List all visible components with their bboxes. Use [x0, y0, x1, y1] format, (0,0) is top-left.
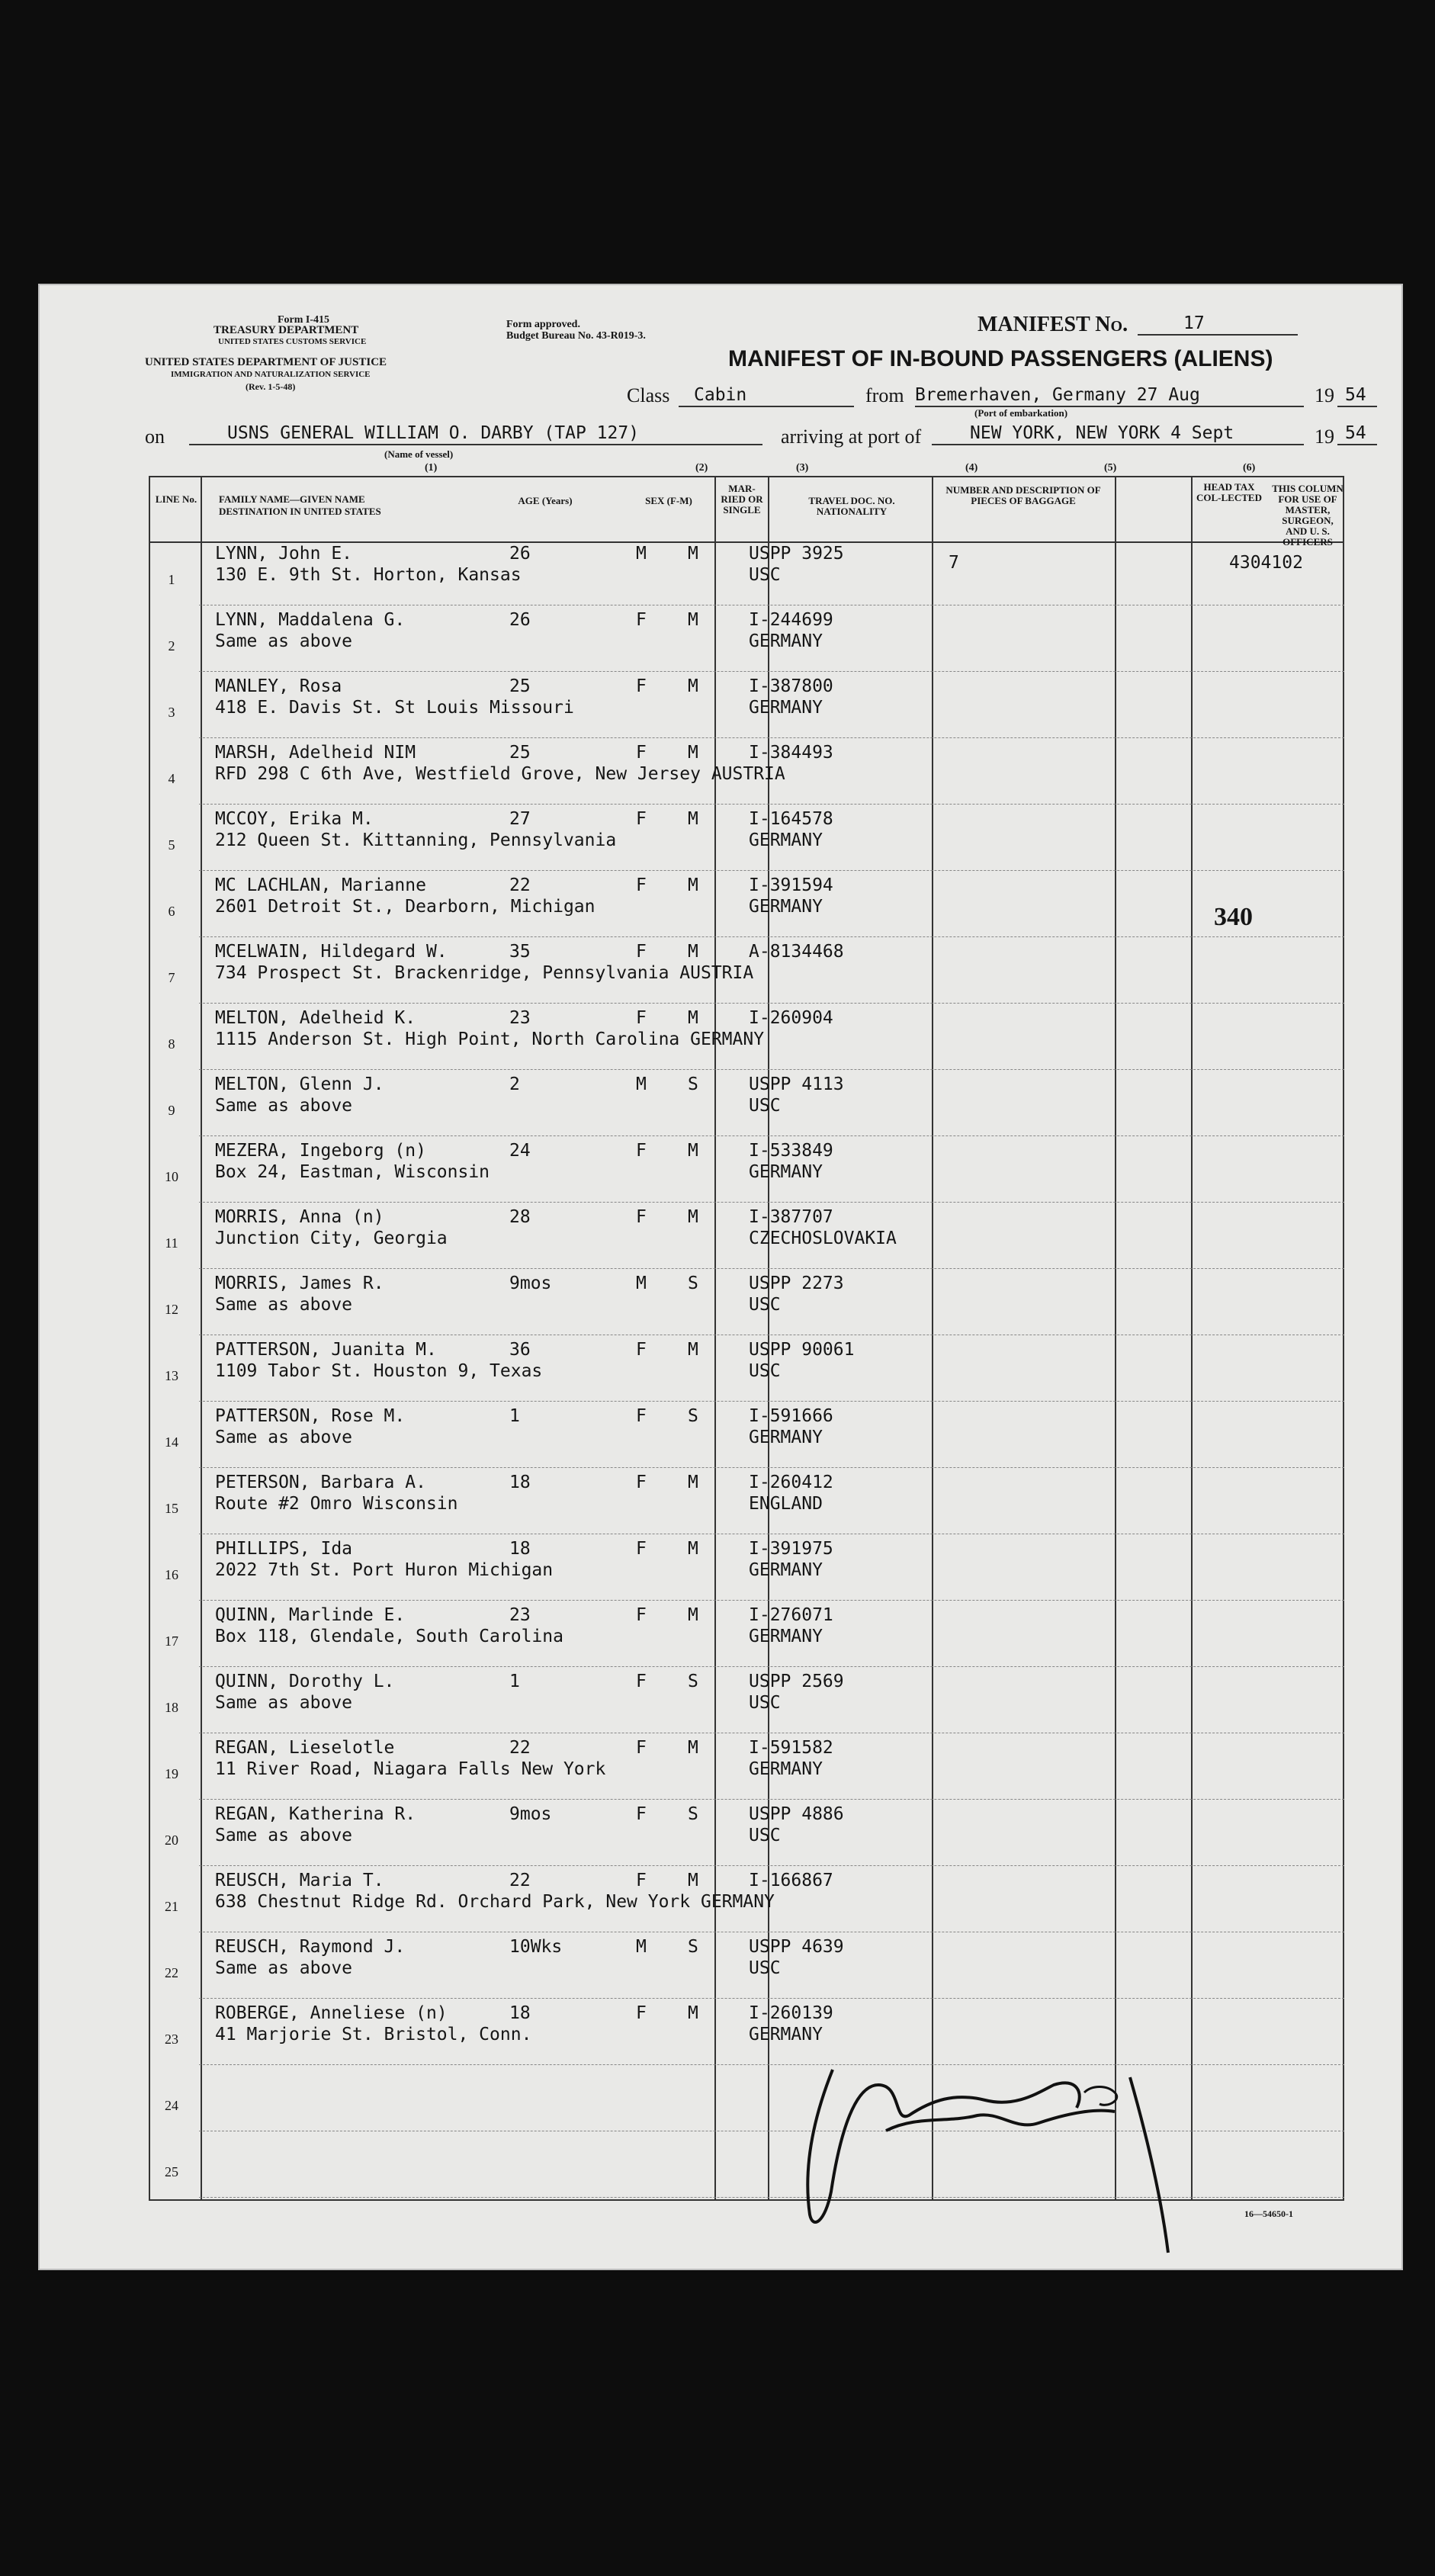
age: 26	[509, 544, 531, 564]
marital-status: M	[688, 1008, 698, 1028]
table-row-divider	[199, 671, 1344, 672]
marital-status: M	[688, 809, 698, 829]
nationality: GERMANY	[749, 2025, 823, 2044]
line-number: 15	[165, 1501, 178, 1516]
destination: 2022 7th St. Port Huron Michigan	[215, 1560, 554, 1580]
age: 25	[509, 676, 531, 696]
column-number: (2)	[695, 462, 708, 474]
passenger-name: MORRIS, Anna (n)	[215, 1207, 384, 1227]
port-year: 54	[1337, 422, 1377, 445]
travel-document: USPP 4113	[749, 1074, 844, 1094]
passenger-name: ROBERGE, Anneliese (n)	[215, 2003, 448, 2023]
header-family-name: FAMILY NAME—GIVEN NAME	[219, 493, 365, 505]
destination: Same as above	[215, 1693, 353, 1713]
age: 9mos	[509, 1274, 552, 1293]
table-row-divider	[199, 936, 1344, 937]
nationality: GERMANY	[749, 897, 823, 917]
marital-status: S	[688, 1672, 698, 1691]
sex: F	[636, 942, 647, 962]
table-row-divider	[199, 1600, 1344, 1601]
nationality: GERMANY	[749, 631, 823, 651]
nationality: USC	[749, 1361, 781, 1381]
marital-status: M	[688, 743, 698, 763]
port-year-prefix: 19	[1315, 426, 1334, 448]
passenger-name: REGAN, Katherina R.	[215, 1804, 416, 1824]
passenger-name: LYNN, Maddalena G.	[215, 610, 406, 630]
passenger-name: PATTERSON, Juanita M.	[215, 1340, 437, 1360]
header-line-no: LINE No.	[155, 493, 197, 505]
sex: F	[636, 1008, 647, 1028]
travel-document: I-260139	[749, 2003, 833, 2023]
marital-status: S	[688, 1074, 698, 1094]
passenger-name: MANLEY, Rosa	[215, 676, 342, 696]
table-row-divider	[199, 1003, 1344, 1004]
line-number: 1	[168, 572, 175, 587]
table-row-divider	[199, 1467, 1344, 1468]
column-number: (3)	[796, 462, 809, 474]
line-number: 14	[165, 1434, 178, 1450]
age: 24	[509, 1141, 531, 1161]
sex: F	[636, 1141, 647, 1161]
nationality: GERMANY	[749, 830, 823, 850]
line-number: 9	[168, 1103, 175, 1118]
line-number: 4	[168, 771, 175, 786]
sex: F	[636, 1804, 647, 1824]
passenger-name: MEZERA, Ingeborg (n)	[215, 1141, 426, 1161]
nationality: ENGLAND	[749, 1494, 823, 1514]
marital-status: M	[688, 1473, 698, 1492]
vessel-name: USNS GENERAL WILLIAM O. DARBY (TAP 127)	[189, 422, 762, 445]
table-row-divider	[199, 1202, 1344, 1203]
travel-document: I-260412	[749, 1473, 833, 1492]
marital-status: S	[688, 1406, 698, 1426]
passenger-name: MARSH, Adelheid NIM	[215, 743, 416, 763]
travel-document: USPP 3925	[749, 544, 844, 564]
sex: F	[636, 1207, 647, 1227]
passenger-name: REUSCH, Maria T.	[215, 1871, 384, 1890]
officer-note: 4304102	[1229, 553, 1303, 573]
table-row-divider	[199, 1865, 1344, 1866]
nationality: GERMANY	[749, 698, 823, 718]
age: 18	[509, 1539, 531, 1559]
travel-document: I-533849	[749, 1141, 833, 1161]
age: 22	[509, 875, 531, 895]
age: 9mos	[509, 1804, 552, 1824]
travel-document: I-591666	[749, 1406, 833, 1426]
sex: M	[636, 1274, 647, 1293]
sex: F	[636, 2003, 647, 2023]
destination: Box 118, Glendale, South Carolina	[215, 1627, 563, 1646]
marital-status: M	[688, 1871, 698, 1890]
marital-status: M	[688, 610, 698, 630]
destination: 212 Queen St. Kittanning, Pennsylvania	[215, 830, 617, 850]
line-number: 17	[165, 1633, 178, 1649]
table-row-divider	[199, 1998, 1344, 1999]
class-value: Cabin	[679, 384, 854, 407]
travel-document: I-591582	[749, 1738, 833, 1758]
marital-status: M	[688, 544, 698, 564]
table-row-divider	[199, 1799, 1344, 1800]
marital-status: M	[688, 942, 698, 962]
marital-status: M	[688, 1738, 698, 1758]
line-number: 2	[168, 638, 175, 654]
destination: Junction City, Georgia	[215, 1229, 448, 1248]
line-number: 18	[165, 1700, 178, 1715]
budget-bureau: Budget Bureau No. 43-R019-3.	[506, 330, 646, 342]
header-sex: SEX (F-M)	[645, 495, 692, 506]
nationality: USC	[749, 1826, 781, 1845]
line-number: 23	[165, 2032, 178, 2047]
destination: 1115 Anderson St. High Point, North Carolina GERMANY	[215, 1029, 765, 1049]
age: 23	[509, 1008, 531, 1028]
age: 18	[509, 2003, 531, 2023]
line-number: 21	[165, 1899, 178, 1914]
department-of-justice: UNITED STATES DEPARTMENT OF JUSTICE	[145, 356, 387, 368]
line-number: 22	[165, 1965, 178, 1980]
travel-document: I-276071	[749, 1605, 833, 1625]
marital-status: M	[688, 1141, 698, 1161]
sex: F	[636, 1672, 647, 1691]
marital-status: M	[688, 1605, 698, 1625]
column-number: (4)	[965, 462, 978, 474]
age: 18	[509, 1473, 531, 1492]
marital-status: M	[688, 676, 698, 696]
nationality: USC	[749, 1693, 781, 1713]
header-destination: DESTINATION IN UNITED STATES	[219, 506, 381, 517]
sex: F	[636, 1340, 647, 1360]
sex: F	[636, 1871, 647, 1890]
manifest-title: MANIFEST OF IN-BOUND PASSENGERS (ALIENS)	[728, 346, 1273, 371]
passenger-name: MC LACHLAN, Marianne	[215, 875, 426, 895]
embarkation-note: (Port of embarkation)	[974, 407, 1068, 419]
nationality: GERMANY	[749, 1428, 823, 1447]
line-number: 10	[165, 1169, 178, 1184]
destination: Box 24, Eastman, Wisconsin	[215, 1162, 490, 1182]
table-row-divider	[199, 737, 1344, 738]
travel-document: I-391594	[749, 875, 833, 895]
destination: Same as above	[215, 1958, 353, 1978]
line-number: 5	[168, 837, 175, 853]
table-row-divider	[199, 870, 1344, 871]
revision: (Rev. 1-5-48)	[246, 381, 296, 392]
passenger-name: QUINN, Dorothy L.	[215, 1672, 395, 1691]
table-row-divider	[199, 1069, 1344, 1070]
travel-document: I-164578	[749, 809, 833, 829]
marital-status: S	[688, 1274, 698, 1293]
travel-document: I-387800	[749, 676, 833, 696]
marital-status: M	[688, 1539, 698, 1559]
manifest-number: 17	[1138, 313, 1298, 336]
passenger-name: PHILLIPS, Ida	[215, 1539, 353, 1559]
sex: M	[636, 1937, 647, 1957]
officer-stamp-number: 340	[1214, 903, 1253, 931]
table-row-divider	[199, 1135, 1344, 1136]
class-label: Class	[627, 384, 670, 406]
destination: Same as above	[215, 1826, 353, 1845]
sex: F	[636, 610, 647, 630]
line-number: 13	[165, 1368, 178, 1383]
nationality: USC	[749, 1958, 781, 1978]
marital-status: M	[688, 1207, 698, 1227]
destination: 130 E. 9th St. Horton, Kansas	[215, 565, 522, 585]
line-number: 6	[168, 904, 175, 919]
age: 23	[509, 1605, 531, 1625]
travel-document: I-384493	[749, 743, 833, 763]
destination: Route #2 Omro Wisconsin	[215, 1494, 458, 1514]
header-baggage: NUMBER AND DESCRIPTION OF PIECES OF BAGGAGE	[945, 484, 1101, 506]
sex: F	[636, 676, 647, 696]
destination: 734 Prospect St. Brackenridge, Pennsylvania AUSTRIA	[215, 963, 754, 983]
destination: 2601 Detroit St., Dearborn, Michigan	[215, 897, 596, 917]
travel-document: I-260904	[749, 1008, 833, 1028]
passenger-name: MCCOY, Erika M.	[215, 809, 374, 829]
vessel-note: (Name of vessel)	[384, 448, 454, 460]
port-of-arrival: NEW YORK, NEW YORK 4 Sept	[932, 422, 1304, 445]
marital-status: M	[688, 2003, 698, 2023]
age: 28	[509, 1207, 531, 1227]
travel-document: USPP 2273	[749, 1274, 844, 1293]
age: 35	[509, 942, 531, 962]
sex: F	[636, 1738, 647, 1758]
sex: F	[636, 743, 647, 763]
travel-document: I-387707	[749, 1207, 833, 1227]
destination: 11 River Road, Niagara Falls New York	[215, 1759, 606, 1779]
travel-document: USPP 4886	[749, 1804, 844, 1824]
arriving-label: arriving at port of	[781, 426, 922, 448]
nationality: CZECHOSLOVAKIA	[749, 1229, 897, 1248]
line-number: 19	[165, 1766, 178, 1781]
table-row-divider	[199, 804, 1344, 805]
destination: Same as above	[215, 1428, 353, 1447]
passenger-name: PETERSON, Barbara A.	[215, 1473, 426, 1492]
customs-service: UNITED STATES CUSTOMS SERVICE	[218, 337, 367, 346]
port-of-embarkation: Bremerhaven, Germany 27 Aug	[915, 384, 1304, 407]
passenger-name: PATTERSON, Rose M.	[215, 1406, 406, 1426]
inspector-signature	[787, 2039, 1214, 2268]
passenger-name: MELTON, Glenn J.	[215, 1074, 384, 1094]
destination: 418 E. Davis St. St Louis Missouri	[215, 698, 574, 718]
age: 36	[509, 1340, 531, 1360]
column-number: (1)	[425, 462, 438, 474]
age: 22	[509, 1871, 531, 1890]
passenger-name: LYNN, John E.	[215, 544, 353, 564]
header-travel-doc: TRAVEL DOC. NO. NATIONALITY	[808, 495, 895, 517]
destination: 41 Marjorie St. Bristol, Conn.	[215, 2025, 532, 2044]
manifest-page	[38, 284, 1403, 2270]
destination: Same as above	[215, 631, 353, 651]
age: 10Wks	[509, 1937, 563, 1957]
sex: F	[636, 809, 647, 829]
column-number: (6)	[1243, 462, 1256, 474]
sex: F	[636, 1605, 647, 1625]
line-number: 25	[165, 2164, 178, 2179]
nationality: USC	[749, 565, 781, 585]
line-number: 3	[168, 705, 175, 720]
nationality: GERMANY	[749, 1627, 823, 1646]
passenger-name: QUINN, Marlinde E.	[215, 1605, 406, 1625]
column-number: (5)	[1104, 462, 1117, 474]
marital-status: S	[688, 1804, 698, 1824]
line-number: 16	[165, 1567, 178, 1582]
manifest-number-label: MANIFEST No.	[978, 313, 1128, 336]
passenger-name: MELTON, Adelheid K.	[215, 1008, 416, 1028]
line-number: 7	[168, 970, 175, 985]
travel-document: I-166867	[749, 1871, 833, 1890]
sex: F	[636, 1406, 647, 1426]
sex: M	[636, 1074, 647, 1094]
header-age: AGE (Years)	[518, 495, 573, 506]
travel-document: A-8134468	[749, 942, 844, 962]
line-number: 20	[165, 1832, 178, 1848]
travel-document: I-244699	[749, 610, 833, 630]
treasury-department: TREASURY DEPARTMENT	[213, 324, 359, 336]
header-head-tax: HEAD TAX COL-LECTED	[1196, 481, 1262, 503]
line-number: 12	[165, 1302, 178, 1317]
line-number: 8	[168, 1036, 175, 1052]
nationality: USC	[749, 1295, 781, 1315]
age: 1	[509, 1406, 520, 1426]
sex: F	[636, 1539, 647, 1559]
sex: F	[636, 1473, 647, 1492]
nationality: GERMANY	[749, 1162, 823, 1182]
age: 22	[509, 1738, 531, 1758]
line-number: 11	[165, 1235, 178, 1251]
line-number: 24	[165, 2098, 178, 2113]
sex: F	[636, 875, 647, 895]
marital-status: M	[688, 875, 698, 895]
age: 26	[509, 610, 531, 630]
passenger-name: REUSCH, Raymond J.	[215, 1937, 406, 1957]
nationality: USC	[749, 1096, 781, 1116]
destination: Same as above	[215, 1096, 353, 1116]
from-label: from	[865, 384, 904, 406]
age: 1	[509, 1672, 520, 1691]
destination: 1109 Tabor St. Houston 9, Texas	[215, 1361, 543, 1381]
nationality: GERMANY	[749, 1759, 823, 1779]
passenger-name: MORRIS, James R.	[215, 1274, 384, 1293]
baggage-count: 7	[949, 553, 959, 573]
print-code: 16—54650-1	[1244, 2208, 1293, 2219]
on-label: on	[145, 426, 165, 448]
from-year: 54	[1337, 384, 1377, 407]
immigration-service: IMMIGRATION AND NATURALIZATION SERVICE	[171, 370, 371, 379]
travel-document: USPP 2569	[749, 1672, 844, 1691]
destination: Same as above	[215, 1295, 353, 1315]
passenger-name: REGAN, Lieselotle	[215, 1738, 395, 1758]
age: 2	[509, 1074, 520, 1094]
header-officers: THIS COLUMN FOR USE OF MASTER, SURGEON, AND U. S. OFFICERS	[1272, 483, 1344, 548]
marital-status: S	[688, 1937, 698, 1957]
travel-document: USPP 4639	[749, 1937, 844, 1957]
table-row-divider	[199, 1401, 1344, 1402]
from-year-prefix: 19	[1315, 384, 1334, 406]
nationality: GERMANY	[749, 1560, 823, 1580]
travel-document: USPP 90061	[749, 1340, 855, 1360]
table-row-divider	[199, 1268, 1344, 1269]
passenger-name: MCELWAIN, Hildegard W.	[215, 942, 448, 962]
table-row-divider	[199, 1666, 1344, 1667]
form-approved: Form approved.	[506, 319, 580, 330]
form-number: Form I-415	[278, 314, 330, 326]
destination: RFD 298 C 6th Ave, Westfield Grove, New Jersey AUSTRIA	[215, 764, 785, 784]
age: 25	[509, 743, 531, 763]
destination: 638 Chestnut Ridge Rd. Orchard Park, New York GERMANY	[215, 1892, 775, 1912]
age: 27	[509, 809, 531, 829]
sex: M	[636, 544, 647, 564]
travel-document: I-391975	[749, 1539, 833, 1559]
header-married: MAR-RIED OR SINGLE	[721, 483, 763, 516]
marital-status: M	[688, 1340, 698, 1360]
